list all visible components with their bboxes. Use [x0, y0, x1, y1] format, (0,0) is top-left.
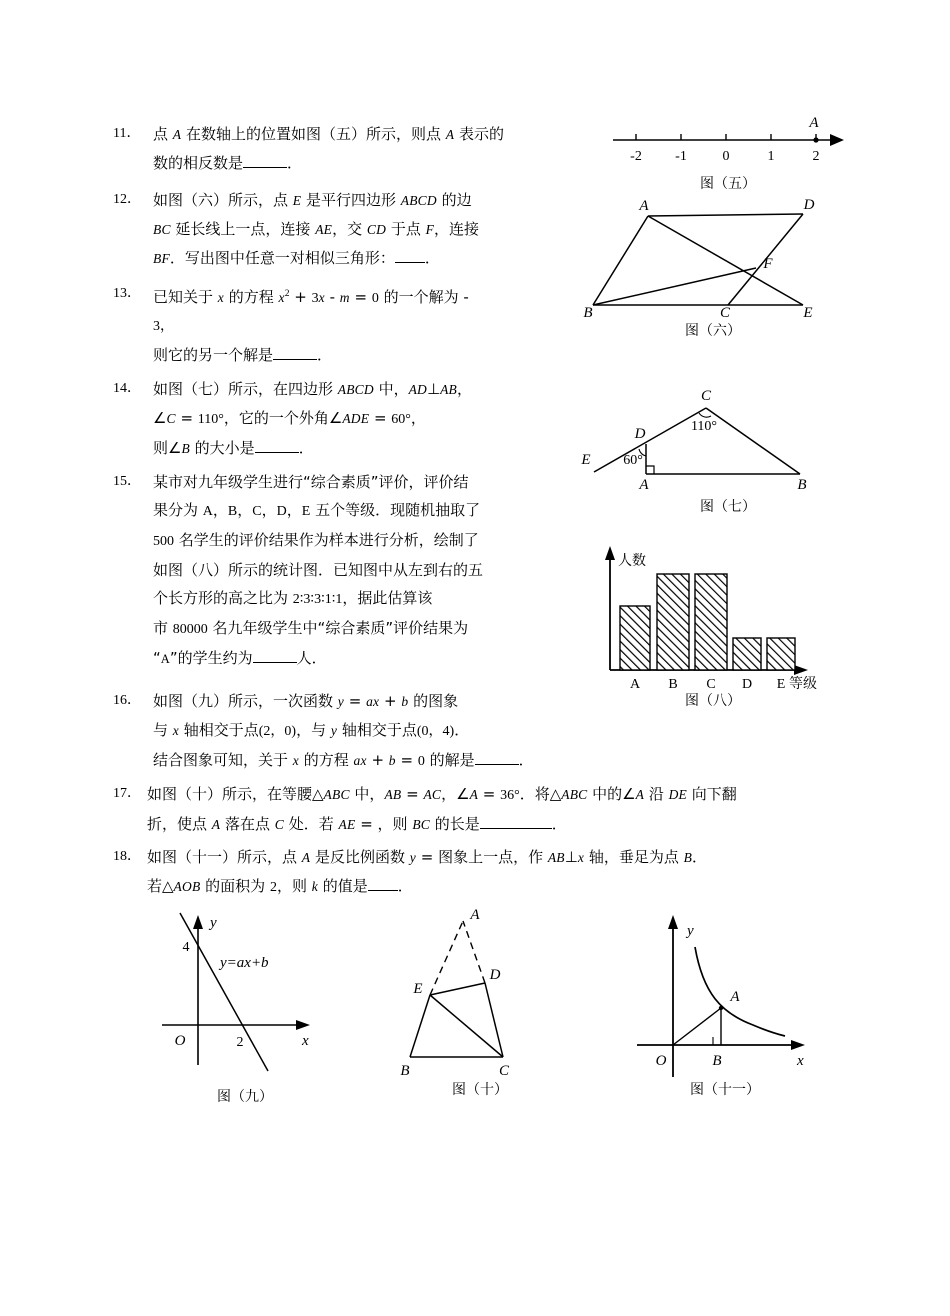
bar-a	[620, 606, 650, 670]
answer-blank[interactable]	[273, 359, 317, 360]
question-11	[113, 120, 613, 177]
question-line: 3，	[153, 319, 174, 334]
question-line: 若△AOB 的面积为 2，则 k 的值是 ．	[147, 877, 413, 895]
answer-blank[interactable]	[480, 828, 552, 829]
vertex-label-f: F	[763, 256, 773, 272]
question-number: 12．	[113, 192, 141, 207]
question-number: 13．	[113, 286, 141, 301]
y-intercept-label: 4	[182, 940, 190, 955]
question-line: 市 80000 名九年级学生中“综合素质”评价结果为	[153, 619, 469, 637]
vertex-label-d: D	[803, 197, 815, 213]
question-12	[113, 186, 613, 273]
question-line: 则∠B 的大小是 ．	[153, 439, 314, 457]
figure-10-folded-triangle	[385, 905, 575, 1099]
question-line: 如图（七）所示，在四边形 ABCD 中，AD⊥AB，	[153, 380, 473, 398]
equation-label: y=ax+b	[220, 955, 269, 971]
point-label-a: A	[809, 115, 819, 131]
answer-blank[interactable]	[475, 764, 519, 765]
vertex-label-e: E	[803, 305, 813, 321]
angle-label-c: 110°	[690, 419, 718, 434]
figure-9-linear-graph	[150, 905, 340, 1106]
point-label-a: A	[730, 989, 740, 1005]
question-number: 11．	[113, 126, 141, 141]
question-number: 15．	[113, 474, 141, 489]
y-axis-label: 人数	[618, 553, 646, 569]
figure-11-hyperbola	[625, 905, 825, 1099]
bar-c	[695, 574, 727, 670]
x-tick-c: C	[706, 677, 716, 692]
question-line: 点 A 在数轴上的位置如图（五）所示，则点 A 表示的	[153, 125, 505, 143]
x-axis-label: x	[302, 1033, 309, 1049]
answer-blank[interactable]	[395, 262, 425, 263]
figure-caption: 图（八）	[685, 693, 741, 709]
question-line: 个长方形的高之比为 2∶3∶3∶1∶1，据此估算该	[153, 589, 433, 607]
question-line: “A”的学生约为 人．	[153, 649, 327, 667]
figure-6-parallelogram	[583, 197, 838, 340]
vertex-label-c: C	[700, 388, 712, 404]
figure-5-number-line	[608, 112, 848, 193]
x-tick-b: B	[668, 677, 678, 692]
question-18	[113, 843, 893, 902]
question-line: 已知关于 x 的方程 $x^2 + 3x - m = 0$ 的一个解为 -	[153, 288, 469, 306]
question-line: 结合图象可知，关于 x 的方程 ax + b = 0 的解是 ．	[153, 751, 534, 769]
question-line: 与 x 轴相交于点(2，0)，与 y 轴相交于点(0，4)．	[153, 721, 470, 739]
vertex-label-e: E	[581, 452, 591, 468]
bar-b	[657, 574, 689, 670]
question-number: 17．	[113, 786, 141, 801]
vertex-label-a: A	[639, 477, 649, 493]
question-line: 某市对九年级学生进行“综合素质”评价，评价结	[153, 473, 469, 491]
vertex-label-c: C	[719, 305, 731, 321]
x-axis-label: x	[797, 1053, 804, 1069]
origin-label: O	[174, 1033, 186, 1049]
x-tick-e: E	[776, 677, 786, 692]
figure-caption: 图（九）	[217, 1089, 273, 1105]
tick-label: 1	[767, 149, 775, 164]
question-line: 数的相反数是 ．	[153, 154, 303, 172]
angle-label-ade: 60°	[623, 453, 643, 468]
question-line: 如图（八）所示的统计图．已知图中从左到右的五	[153, 561, 484, 579]
origin-label: O	[655, 1053, 667, 1069]
question-line: 如图（九）所示，一次函数 y = ax + b 的图象	[153, 692, 459, 710]
question-line: BC 延长线上一点，连接 AE，交 CD 于点 F，连接	[153, 220, 480, 238]
question-line: ∠C = 110°，它的一个外角∠ADE = 60°，	[153, 409, 426, 427]
figure-caption: 图（十一）	[690, 1082, 760, 1098]
x-tick-d: D	[741, 677, 753, 692]
tick-label: 2	[812, 149, 820, 164]
x-axis-label: 等级	[789, 676, 817, 692]
x-tick-a: A	[629, 677, 641, 692]
figure-7-quadrilateral	[578, 386, 858, 516]
vertex-label-e: E	[413, 981, 423, 997]
question-number: 16．	[113, 693, 141, 708]
vertex-label-c: C	[498, 1063, 510, 1079]
figure-caption: 图（七）	[700, 499, 756, 515]
question-line: 如图（六）所示，点 E 是平行四边形 ABCD 的边	[153, 191, 472, 209]
vertex-label-a: A	[639, 198, 649, 214]
answer-blank[interactable]	[243, 167, 287, 168]
question-line: 则它的另一个解是 ．	[153, 346, 333, 364]
figure-caption: 图（六）	[685, 323, 741, 339]
question-15	[113, 468, 633, 673]
answer-blank[interactable]	[368, 890, 398, 891]
figure-caption: 图（五）	[700, 176, 756, 192]
vertex-label-d: D	[634, 426, 646, 442]
point-label-b: B	[712, 1053, 722, 1069]
tick-label: 0	[722, 149, 730, 164]
bar-e	[767, 638, 795, 670]
vertex-label-b: B	[400, 1063, 410, 1079]
vertex-label-d: D	[489, 967, 501, 983]
question-14	[113, 375, 613, 463]
answer-blank[interactable]	[255, 452, 299, 453]
bar-d	[733, 638, 761, 670]
figure-8-bar-chart	[588, 542, 868, 710]
question-line: 如图（十一）所示，点 A 是反比例函数 y = 图象上一点，作 AB⊥x 轴，垂足为点 B．	[147, 848, 708, 866]
answer-blank[interactable]	[253, 662, 297, 663]
vertex-label-a: A	[470, 907, 480, 923]
question-number: 14．	[113, 381, 141, 396]
question-17	[113, 780, 873, 839]
question-number: 18．	[113, 849, 141, 864]
y-axis-label: y	[687, 923, 694, 939]
question-line: 如图（十）所示，在等腰△ABC 中，AB = AC，∠A = 36°．将△ABC 中的∠A 沿 DE 向下翻	[147, 785, 737, 803]
question-13	[113, 280, 613, 369]
vertex-label-b: B	[583, 305, 593, 321]
y-axis-label: y	[210, 915, 217, 931]
question-line: BF．写出图中任意一对相似三角形： ．	[153, 249, 440, 267]
tick-label: -2	[630, 149, 642, 164]
question-line: 500 名学生的评价结果作为样本进行分析，绘制了	[153, 531, 479, 549]
tick-label: -1	[675, 149, 687, 164]
x-intercept-label: 2	[236, 1035, 244, 1050]
question-line: 果分为 A，B，C，D，E 五个等级．现随机抽取了	[153, 501, 481, 519]
figure-caption: 图（十）	[452, 1082, 508, 1098]
vertex-label-b: B	[797, 477, 807, 493]
question-line: 折，使点 A 落在点 C 处．若 AE = ，则 BC 的长是 ．	[147, 815, 567, 833]
